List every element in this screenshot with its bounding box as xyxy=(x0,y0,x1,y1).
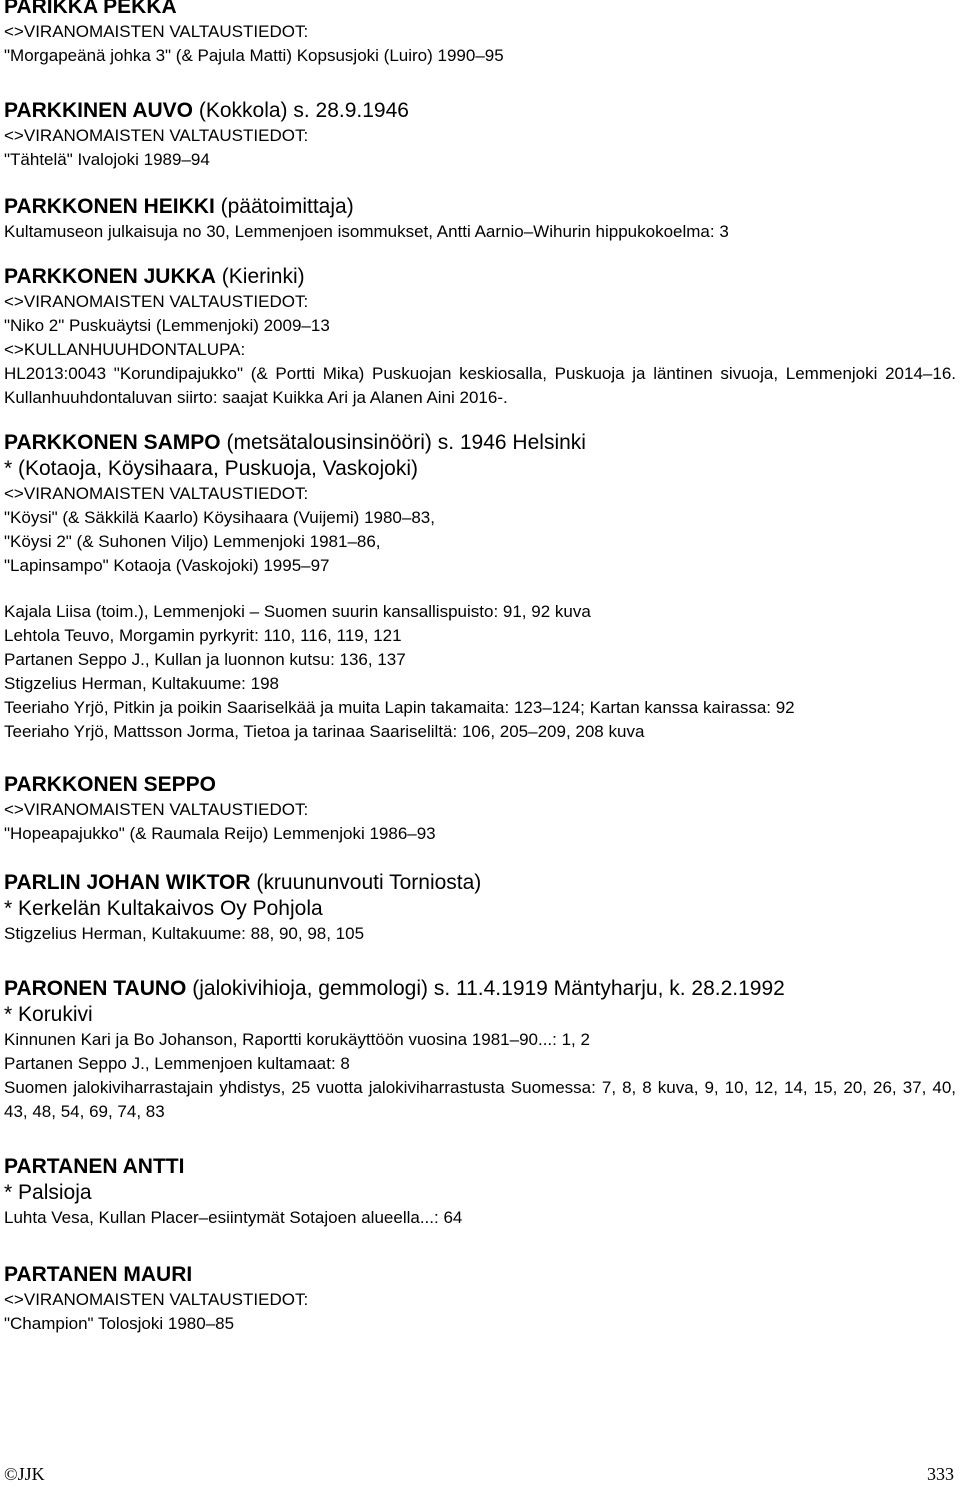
reference-line: Stigzelius Herman, Kultakuume: 88, 90, 98, 105 xyxy=(4,924,365,943)
authority-claims-label: <>VIRANOMAISTEN VALTAUSTIEDOT: xyxy=(4,22,309,41)
entry-heading xyxy=(4,772,956,798)
reference-line: Partanen Seppo J., Lemmenjoen kultamaat: 8 xyxy=(4,1054,350,1073)
page-footer xyxy=(4,1464,954,1485)
reference-line: Stigzelius Herman, Kultakuume: 198 xyxy=(4,674,279,693)
entry-parkkinen-auvo xyxy=(4,98,956,172)
entry-name: PARLIN JOHAN WIKTOR xyxy=(4,871,251,894)
copyright-label: ©JJK xyxy=(4,1464,45,1484)
reference-line: Teeriaho Yrjö, Pitkin ja poikin Saariselkää ja muita Lapin takamaita: 123–124; Kartan kanssa kairassa: 92 xyxy=(4,698,795,717)
page-number: 333 xyxy=(927,1464,954,1484)
entry-parlin-johan-wiktor xyxy=(4,870,956,946)
claim-line: "Champion" Tolosjoki 1980–85 xyxy=(4,1314,235,1333)
entry-heading xyxy=(4,98,956,124)
reference-line: Teeriaho Yrjö, Mattsson Jorma, Tietoa ja tarinaa Saariseliltä: 106, 205–209, 208 kuva xyxy=(4,722,645,741)
entry-parkkonen-jukka xyxy=(4,264,956,410)
entry-name: PARKKONEN SEPPO xyxy=(4,773,216,796)
entry-heading xyxy=(4,264,956,290)
authority-claims-label: <>VIRANOMAISTEN VALTAUSTIEDOT: xyxy=(4,126,309,145)
entry-parkkonen-heikki xyxy=(4,194,956,244)
location-line: * Korukivi xyxy=(4,1003,93,1026)
gold-panning-permit-label: <>KULLANHUUHDONTALUPA: xyxy=(4,340,246,359)
entry-partanen-mauri xyxy=(4,1262,956,1336)
location-line: * Kerkelän Kultakaivos Oy Pohjola xyxy=(4,897,323,920)
authority-claims-label: <>VIRANOMAISTEN VALTAUSTIEDOT: xyxy=(4,484,309,503)
entry-suffix: (päätoimittaja) xyxy=(214,195,354,218)
entry-suffix: (kruununvouti Torniosta) xyxy=(250,871,482,894)
entry-name: PARKKINEN AUVO xyxy=(4,99,194,122)
authority-claims-label: <>VIRANOMAISTEN VALTAUSTIEDOT: xyxy=(4,800,309,819)
entry-parikka-pekka xyxy=(4,0,956,68)
claim-line: "Köysi 2" (& Suhonen Viljo) Lemmenjoki 1981–86, xyxy=(4,532,381,551)
entry-partanen-antti xyxy=(4,1154,956,1230)
reference-line: Partanen Seppo J., Kullan ja luonnon kutsu: 136, 137 xyxy=(4,650,406,669)
claim-line: "Hopeapajukko" (& Raumala Reijo) Lemmenjoki 1986–93 xyxy=(4,824,436,843)
entry-name: PARTANEN ANTTI xyxy=(4,1155,185,1178)
entry-heading xyxy=(4,870,956,896)
entry-heading xyxy=(4,976,956,1002)
reference-line: Lehtola Teuvo, Morgamin pyrkyrit: 110, 116, 119, 121 xyxy=(4,626,402,645)
entry-name: PARIKKA PEKKA xyxy=(4,0,177,18)
entry-heading xyxy=(4,430,956,456)
entry-name: PARTANEN MAURI xyxy=(4,1263,193,1286)
reference-line: Luhta Vesa, Kullan Placer–esiintymät Sotajoen alueella...: 64 xyxy=(4,1208,463,1227)
location-line: * (Kotaoja, Köysihaara, Puskuoja, Vaskojoki) xyxy=(4,457,418,480)
entry-suffix: (Kierinki) xyxy=(215,265,305,288)
entry-heading xyxy=(4,194,956,220)
reference-line: Kinnunen Kari ja Bo Johanson, Raportti korukäyttöön vuosina 1981–90...: 1, 2 xyxy=(4,1030,590,1049)
permit-line: HL2013:0043 "Korundipajukko" (& Portti Mika) Puskuojan keskiosalla, Puskuoja ja läntinen sivuoja, Lemmenjoki 2014–16. Kullanhuuhdontaluvan siirto: saajat Kuikka Ari ja Alanen Aini 2016-. xyxy=(4,364,956,407)
authority-claims-label: <>VIRANOMAISTEN VALTAUSTIEDOT: xyxy=(4,292,309,311)
claim-line: "Tähtelä" Ivalojoki 1989–94 xyxy=(4,150,210,169)
reference-line: Kajala Liisa (toim.), Lemmenjoki – Suomen suurin kansallispuisto: 91, 92 kuva xyxy=(4,602,591,621)
reference-line: Suomen jalokiviharrastajain yhdistys, 25 vuotta jalokiviharrastusta Suomessa: 7, 8, 8 kuva, 9, 10, 12, 14, 15, 20, 26, 37, 40, 43, 48, 54, 69, 74, 83 xyxy=(4,1078,956,1121)
entry-name: PARKKONEN HEIKKI xyxy=(4,195,215,218)
location-line: * Palsioja xyxy=(4,1181,92,1204)
entry-heading xyxy=(4,0,956,20)
entry-heading xyxy=(4,1262,956,1288)
entry-name: PARKKONEN SAMPO xyxy=(4,431,221,454)
entry-name: PARONEN TAUNO xyxy=(4,977,187,1000)
claim-line: "Köysi" (& Säkkilä Kaarlo) Köysihaara (Vuijemi) 1980–83, xyxy=(4,508,435,527)
claim-line: "Morgapeänä johka 3" (& Pajula Matti) Kopsusjoki (Luiro) 1990–95 xyxy=(4,46,504,65)
claim-line: "Niko 2" Puskuäytsi (Lemmenjoki) 2009–13 xyxy=(4,316,330,335)
reference-line: Kultamuseon julkaisuja no 30, Lemmenjoen isommukset, Antti Aarnio–Wihurin hippukokoelma: 3 xyxy=(4,222,729,241)
entry-parkkonen-sampo xyxy=(4,430,956,744)
claim-line: "Lapinsampo" Kotaoja (Vaskojoki) 1995–97 xyxy=(4,556,330,575)
entry-name: PARKKONEN JUKKA xyxy=(4,265,216,288)
authority-claims-label: <>VIRANOMAISTEN VALTAUSTIEDOT: xyxy=(4,1290,309,1309)
entry-suffix: (Kokkola) s. 28.9.1946 xyxy=(193,99,409,122)
entry-suffix: (jalokivihioja, gemmologi) s. 11.4.1919 Mäntyharju, k. 28.2.1992 xyxy=(186,977,785,1000)
entry-parkkonen-seppo xyxy=(4,772,956,846)
entry-suffix: (metsätalousinsinööri) s. 1946 Helsinki xyxy=(220,431,586,454)
entry-heading xyxy=(4,1154,956,1180)
entry-paronen-tauno xyxy=(4,976,956,1124)
